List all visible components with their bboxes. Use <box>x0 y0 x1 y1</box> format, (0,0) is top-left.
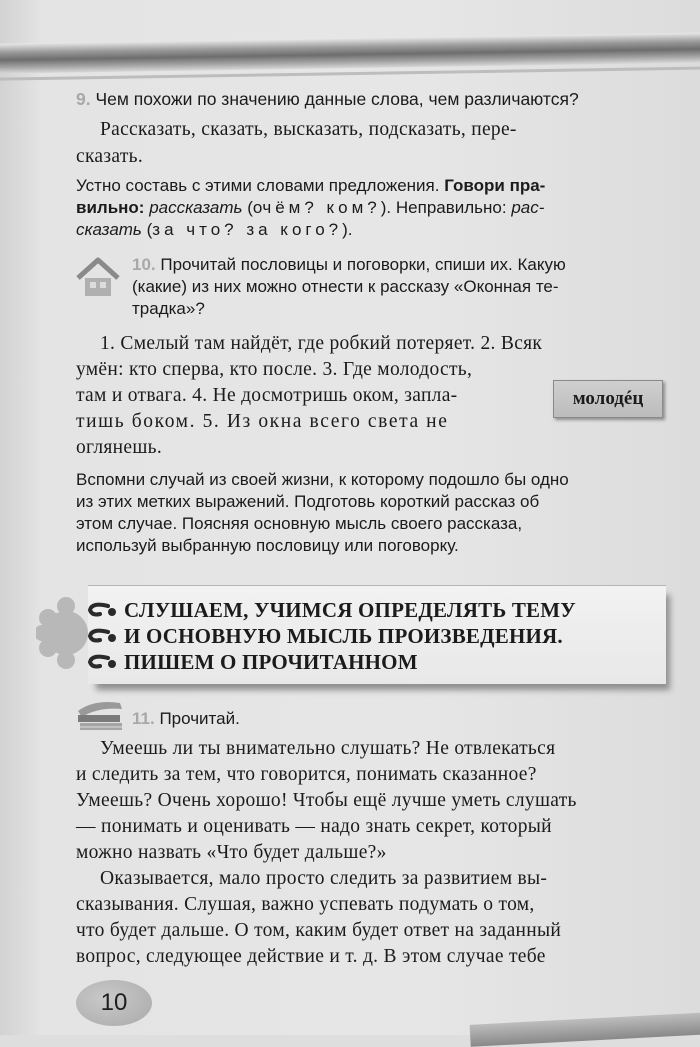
vocabulary-word-box: молодéц <box>553 380 663 418</box>
section-heading-line: ПИШЕМ О ПРОЧИТАННОМ <box>124 650 418 674</box>
task10-line3: традка»? <box>132 299 205 318</box>
section-heading-line: СЛУШАЕМ, УЧИМСЯ ОПРЕДЕЛЯТЬ ТЕМУ <box>124 598 576 622</box>
proverb-line: там и отвага. 4. Не досмотришь оком, запла- <box>76 385 458 406</box>
task9-wrong-word-a: рас- <box>511 198 545 217</box>
task9-q1-open: (о <box>247 198 263 217</box>
task11-number: 11. <box>132 709 155 728</box>
task9-instruction-line1 <box>76 176 545 196</box>
task10-line1 <box>132 255 566 275</box>
proverb-line: оглянешь. <box>76 437 163 458</box>
task9-instr-bold-a: Говори пра- <box>444 176 546 195</box>
task10-text-1: Прочитай пословицы и поговорки, спиши их. Какую <box>160 255 566 274</box>
section-heading-line: И ОСНОВНУЮ МЫСЛЬ ПРОИЗВЕДЕНИЯ. <box>124 624 563 648</box>
task11-paragraph1-line: Умеешь? Очень хорошо! Чтобы ещё лучше уметь слушать <box>76 790 577 811</box>
task10-line2: (какие) из них можно отнести к рассказу «Оконная те- <box>132 277 559 296</box>
task9-q2-close: ). <box>342 220 353 239</box>
books-icon <box>74 697 126 733</box>
task9-correct-word: рассказать <box>149 198 243 217</box>
task11-header <box>132 709 240 729</box>
task10-after-line: Вспомни случай из своей жизни, к которому подошло бы одно <box>76 470 569 489</box>
task9-wrong-label: Неправильно: <box>395 198 507 217</box>
task9-question-line <box>76 89 579 110</box>
task11-paragraph2-line: вопрос, следующее действие и т. д. В этом случае тебе <box>76 946 546 967</box>
task9-number: 9. <box>76 89 91 109</box>
proverb-line: 1. Смелый там найдёт, где робкий потеряет. 2. Всяк <box>100 333 543 354</box>
heading-bullets-icon <box>78 598 122 676</box>
proverb-line: тишь боком. 5. Из окна всего света не <box>76 411 449 432</box>
task9-words-line1: Рассказать, сказать, высказать, подсказать, пере- <box>100 119 517 140</box>
proverb-line: умён: кто сперва, кто после. 3. Где молодость, <box>76 359 473 380</box>
task9-wrong-word-b: сказать <box>76 220 142 239</box>
task9-q2-spaced: за что? за кого? <box>152 220 343 239</box>
task10-after-line: из этих метких выражений. Подготовь короткий рассказ об <box>76 492 540 511</box>
task9-instruction-line3 <box>76 220 353 240</box>
house-icon <box>74 254 122 302</box>
task10-after-line: этом случае. Поясняя основную мысль своего рассказа, <box>76 514 523 533</box>
task11-paragraph1-line: — понимать и оценивать — надо знать секрет, который <box>76 816 552 837</box>
task9-instr-bold-b: вильно: <box>76 198 145 217</box>
task11-paragraph2-line: Оказывается, мало просто следить за развитием вы- <box>100 868 548 889</box>
task9-q2-open: ( <box>146 220 153 239</box>
task9-words-line2: сказать. <box>76 146 144 167</box>
task11-paragraph1-line: Умеешь ли ты внимательно слушать? Не отвлекаться <box>100 738 556 759</box>
task10-number: 10. <box>132 255 156 274</box>
task11-paragraph2-line: сказывания. Слушая, важно успевать подумать о том, <box>76 894 535 915</box>
task9-q1-spaced: чём? ком? <box>262 198 381 217</box>
task10-after-line: используй выбранную пословицу или поговорку. <box>76 536 459 555</box>
task11-paragraph2-line: что будет дальше. О том, каким будет ответ на заданный <box>76 920 562 941</box>
task11-instruction: Прочитай. <box>159 709 240 728</box>
task9-instruction-line2 <box>76 198 544 218</box>
task9-question: Чем похожи по значению данные слова, чем различаются? <box>95 89 579 109</box>
task9-instr-text: Устно составь с этими словами предложения. <box>76 176 440 195</box>
task11-paragraph1-line: и следить за тем, что говорится, понимать сказанное? <box>76 764 537 785</box>
task9-q1-close: ). <box>380 198 392 217</box>
page-number: 10 <box>76 980 152 1026</box>
task11-paragraph1-line: можно назвать «Что будет дальше?» <box>76 842 387 863</box>
